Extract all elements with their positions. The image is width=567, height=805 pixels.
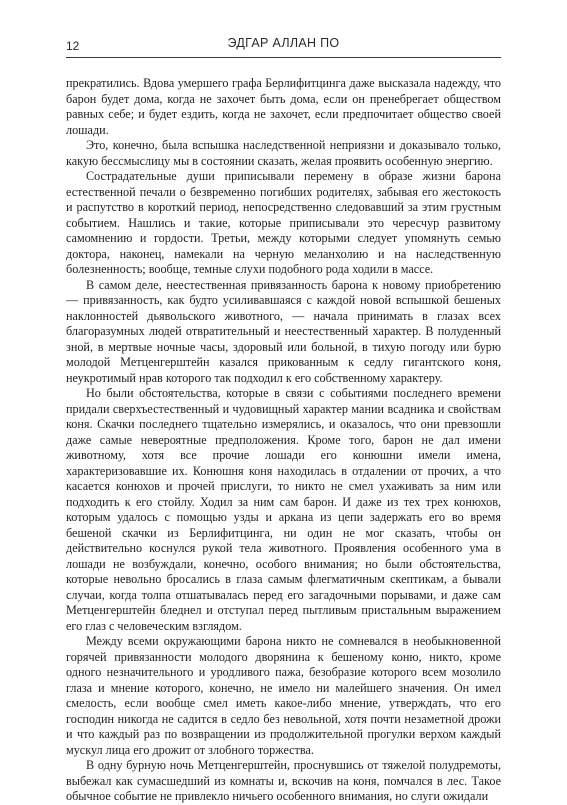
paragraph-continued: прекратились. Вдова умершего графа Берлифитцинга даже высказала надежду, что барон будет дома, когда не захочет быть дома, если он пренебрегает обществом равных себе; и будет ездить, когда не захочет, если предпочитает общество своей лошади.	[66, 76, 501, 137]
paragraph: Но были обстоятельства, которые в связи с событиями последнего времени придали сверхъестественный и чудовищный характер мании всадника и свойствам коня. Скачки последнего тщательно измерялись, и оказалось, что они превзошли даже самые невероятные предположения. Кроме того, барон не дал имени животному, хотя все прочие лошади его конюшни имели имена, характеризовавшие их. Конюшня коня находилась в отдалении от прочих, а что касается конюхов и прочей прислуги, то никто не смел ухаживать за ним или подходить к его стойлу. Ходил за ним сам барон. И даже из тех трех конюхов, которым удалось с помощью узды и аркана из цепи задержать его во время бешеной скачки из Берлифитцинга, ни один не мог сказать, чтобы он действительно коснулся рукой тела животного. Проявления особенного ума в лошади не возбуждали, конечно, особого внимания; но были обстоятельства, которые невольно бросались в глаза самым флегматичным скептикам, а бывали случаи, когда толпа отшатывалась перед его загадочными порывами, и даже сам Метценгерштейн бледнел и отступал перед пытливым пристальным выражением его глаз с человеческим взглядом.	[66, 386, 501, 633]
header-divider	[66, 57, 501, 58]
page-header	[66, 34, 501, 56]
running-title: ЭДГАР АЛЛАН ПО	[227, 36, 340, 50]
body-text	[66, 76, 501, 805]
paragraph: В самом деле, неестественная привязанность барона к новому приобретению — привязанность, как будто усиливавшаяся с каждой новой вспышкой бешеных наклонностей дьявольского животного, — начала принимать в глазах всех благоразумных людей отвратительный и неестественный характер. В полуденный зной, в мертвые ночные часы, здоровый или больной, в тихую погоду или бурю молодой Метценгерштейн казался прикованным к седлу гигантского коня, неукротимый нрав которого так подходил к его собственному характеру.	[66, 277, 501, 385]
paragraph: Это, конечно, была вспышка наследственной неприязни и доказывало только, какую бессмыслицу мы в состоянии сказать, желая проявить особенную энергию.	[66, 138, 501, 168]
paragraph: Между всеми окружающими барона никто не сомневался в необыкновенной горячей привязанности молодого дворянина к бешеному коню, никто, кроме одного незначительного и уродливого пажа, безобразие которого всем мозолило глаза и мнение которого, конечно, не имело ни малейшего значения. Он имел смелость, если вообще смел иметь какое-либо мнение, утверждать, что его господин никогда не садится в седло без невольной, хотя почти незаметной дрожи и что каждый раз по возвращении из продолжительной прогулки верхом каждый мускул лица его дрожит от злобного торжества.	[66, 634, 501, 757]
paragraph: В одну бурную ночь Метценгерштейн, проснувшись от тяжелой полудремоты, выбежал как сумасшедший из комнаты и, вскочив на коня, помчался в лес. Такое обычное событие не привлекло ничьего особенного внимания, но слуги ожидали	[66, 758, 501, 803]
page-number: 12	[66, 39, 80, 53]
paragraph: Сострадательные души приписывали перемену в образе жизни барона естественной печали о безвременно погибших родителях, забывая его жестокость и распутство в короткий период, непосредственно следовавший за этим грустным событием. Нашлись и такие, которые приписывали это чересчур развитому самомнению и гордости. Третьи, между которыми следует упомянуть семью доктора, наконец, намекали на черную меланхолию и на наследственную болезненность; вообще, темные слухи подобного рода ходили в массе.	[66, 169, 501, 276]
